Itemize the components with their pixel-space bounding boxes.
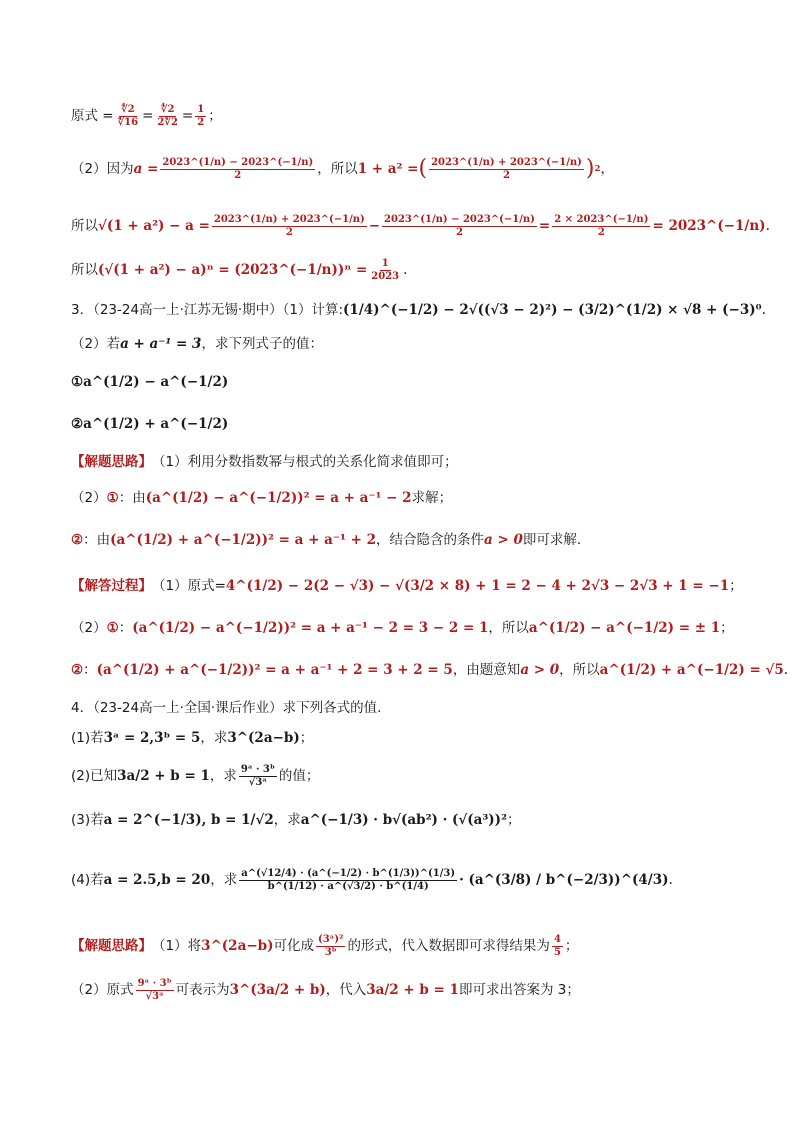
text: b^(1/12) · a^(√3/2) · b^(1/4) [267,880,429,892]
text: 2 [197,116,205,128]
text: 3^(2a−b) [227,730,300,746]
text: ，所以 [488,620,529,636]
text: ，由题意知 [452,662,521,678]
text: √3ᵃ [248,776,267,788]
text: 可化成 [273,937,314,954]
text: 5 [553,946,561,958]
text: a^(1/2) − a^(−1/2) [83,374,229,390]
fraction [155,104,180,128]
text: (1/4)^(−1/2) − 2√((√3 − 2)²) − (3/2)^(1/2) × √8 + (−3)⁰ [343,302,762,318]
text: ：由 [118,490,146,506]
fraction [552,934,563,958]
line-21 [71,978,754,1002]
text: 3．（23-24高一上·江苏无锡·期中）（1）计算: [71,302,344,318]
text: √3ᵃ [145,990,164,1002]
text: a + a⁻¹ = 3 [120,336,202,352]
text: (a^(1/2) + a^(−1/2))² = a + a⁻¹ + 2 [110,532,376,548]
line-9 [71,454,754,470]
line-6 [71,336,754,352]
text: . [761,302,766,318]
text: ，所以 [317,161,358,178]
text: 即可求出答案为 3； [458,981,580,998]
line-18 [71,812,754,828]
text: （2）若 [71,336,121,352]
text: 2∜2 [157,116,178,128]
text: 2 [594,164,601,175]
text: . [403,261,408,278]
text: ，求 [273,812,301,828]
text: ① [106,490,119,506]
fraction [369,258,401,282]
text: 2023^(1/n) + 2023^(−1/n) [431,157,582,169]
text: ： [83,662,97,678]
text: ； [564,937,579,954]
fraction [239,764,277,788]
text: = [181,107,194,124]
text: 9ᵃ · 3ᵇ [137,978,172,989]
text: ① [71,374,84,390]
text: 2 [503,169,510,181]
fraction [382,214,537,238]
text: ① [106,620,119,636]
text: (4)若 [71,871,104,888]
text: ； [729,578,743,594]
text: a^(−1/3) · b√(ab²) · (√(a³))² [300,812,507,828]
fraction [116,104,141,128]
fraction [429,157,584,181]
line-19 [71,868,754,892]
text: · (a^(3/8) / b^(−2/3))^(4/3) [459,871,669,888]
text: ，所以 [559,662,600,678]
line-8 [71,416,754,432]
text: （2） [71,620,107,636]
text: (a^(1/2) + a^(−1/2))² = a + a⁻¹ + 2 = 3 + 2 = 5 [96,662,453,678]
line-4 [71,258,754,282]
text: ； [208,107,222,124]
section-tag: 【解题思路】 [71,454,152,470]
text: 2 × 2023^(−1/n) [554,214,649,225]
line-10 [71,490,754,506]
text: a = 2^(−1/3), b = 1/√2 [103,812,274,828]
text: (3ᵃ)² [317,934,344,945]
text: ∜16 [117,116,139,128]
text: 1 + a² = [357,161,419,178]
line-12 [71,578,754,594]
text: 所以 [71,261,98,278]
text: （2）原式 [71,981,134,998]
text: 2 [234,169,242,181]
text: a > 0 [520,662,560,678]
text: （2）因为 [71,161,134,178]
text: a^(√12/4) · (a^(−1/2) · b^(1/3))^(1/3) [241,868,456,879]
text: 3ᵇ [324,946,337,958]
text: (2)已知 [71,767,118,784]
line-16 [71,730,754,746]
text: ； [506,812,521,828]
text: 4^(1/2) − 2(2 − √3) − √(3/2 × 8) + 1 = 2 − 4 + 2√3 − 2√3 + 1 = −1 [225,578,730,594]
problem-3-title [71,302,766,318]
text: ； [720,620,734,636]
text: ：由 [83,532,111,548]
text: 的值； [278,767,320,784]
line-20 [71,934,754,958]
text: 2023^(1/n) + 2023^(−1/n) [213,214,365,225]
text: (3)若 [71,812,104,828]
fraction [212,214,367,238]
text: 2023^(1/n) − 2023^(−1/n) [162,157,314,169]
text: 1 [197,104,205,115]
text: （1）将 [152,937,202,954]
text: ，结合隐含的条件 [375,532,484,548]
text: a > 0 [483,532,523,548]
text: 1 [381,258,389,269]
text: 3^(3a/2 + b) [229,981,326,998]
text: 9ᵃ · 3ᵇ [240,764,275,775]
text: 3a/2 + b = 1 [366,981,459,998]
line-17 [71,764,754,788]
text: （1）原式= [152,578,226,594]
text: ，代入 [325,981,367,998]
text: 2023^(1/n) − 2023^(−1/n) [384,214,535,225]
text: ，求 [209,767,237,784]
text: − [368,217,381,234]
text: 所以 [71,217,98,234]
text: 2 [597,226,605,238]
text: a = [133,161,159,178]
text: （1）利用分数指数幂与根式的关系化简求值即可； [152,454,458,470]
text: = 2023^(−1/n) [652,217,766,234]
line-3 [71,214,770,238]
text: ∜2 [121,104,135,115]
text: . [783,662,789,678]
text: 的形式，代入数据即可求得结果为 [347,937,550,954]
text: . [765,217,770,234]
line-2: （2）因为 a = $\frac{2023\^{}(1/n) - 2023\^{}(-1/n)}{2}$ ，所以 1 + a² = ( $\frac{2023\^{}(1/n) + 2023\^{}(-1/n)}{2}$ ) 2 ， [71,156,614,181]
fraction [160,157,315,181]
line-11 [71,532,754,548]
fraction [195,104,206,128]
text: ② [71,416,84,432]
text: 3ᵃ = 2,3ᵇ = 5 [103,730,201,746]
text: ② [71,662,84,678]
text: 3^(2a−b) [201,937,274,954]
text: 4．（23-24高一上·全国·课后作业）求下列各式的值. [71,700,382,716]
text: a^(1/2) − a^(−1/2) = ± 1 [528,620,721,636]
section-tag: 【解答过程】 [71,578,152,594]
text: 可表示为 [175,981,230,998]
text: 3a/2 + b = 1 [117,767,210,784]
line-13 [71,620,754,636]
text: 4 [553,934,561,945]
text: (a^(1/2) − a^(−1/2))² = a + a⁻¹ − 2 = 3 − 2 = 1 [132,620,489,636]
text: ② [71,532,84,548]
text: 2023 [371,270,400,282]
text: (1)若 [71,730,104,746]
text: （2） [71,490,107,506]
text: ， [600,161,614,178]
text: = [538,217,551,234]
line-1 [71,104,754,128]
text: ： [118,620,133,636]
text: 2 [285,226,293,238]
text: a^(1/2) + a^(−1/2) = √5 [599,662,784,678]
text: 即可求解. [522,532,582,548]
text: a = 2.5,b = 20 [103,871,211,888]
text: = [142,107,154,124]
text: 2 [455,226,463,238]
text: ，求 [210,871,238,888]
text: a^(1/2) + a^(−1/2) [83,416,229,432]
text: (√(1 + a²) − a)ⁿ = (2023^(−1/n))ⁿ = [98,261,368,278]
problem-4-title [71,700,754,716]
fraction [316,934,345,958]
fraction [552,214,650,238]
text: ，求下列式子的值： [201,336,323,352]
section-tag: 【解题思路】 [71,937,152,954]
text: 原式 = [71,107,114,124]
fraction [136,978,174,1002]
text: ； [299,730,314,746]
fraction [239,868,457,892]
text: ，求 [200,730,228,746]
text: ∜2 [160,104,175,115]
text: √(1 + a²) − a = [98,217,210,234]
text: (a^(1/2) − a^(−1/2))² = a + a⁻¹ − 2 [145,490,412,506]
text: 求解； [411,490,453,506]
line-14 [71,662,789,678]
text: . [668,871,673,888]
line-7 [71,374,754,390]
